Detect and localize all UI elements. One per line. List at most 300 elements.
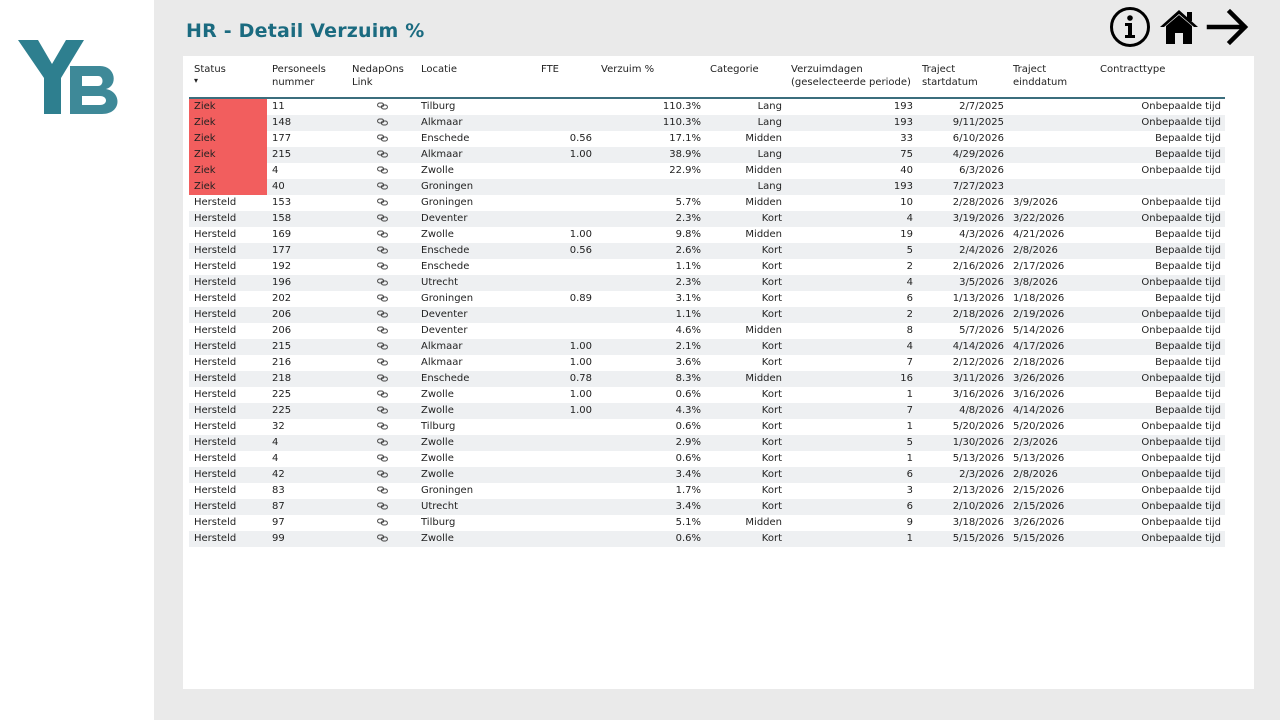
cell-verzuim: 4.3% [596, 403, 705, 419]
cell-nr: 87 [267, 499, 347, 515]
cell-dagen: 193 [786, 115, 917, 131]
cell-fte: 1.00 [536, 355, 596, 371]
table-row [189, 195, 1225, 211]
cell-dagen: 16 [786, 371, 917, 387]
cell-locatie: Alkmaar [416, 339, 536, 355]
cell-start: 2/3/2026 [917, 467, 1008, 483]
cell-nr: 153 [267, 195, 347, 211]
link-icon[interactable] [377, 422, 388, 430]
column-header-label: Locatie [421, 64, 457, 75]
link-icon[interactable] [377, 150, 388, 158]
link-icon[interactable] [377, 166, 388, 174]
cell-status: Hersteld [189, 531, 267, 547]
cell-dagen: 9 [786, 515, 917, 531]
cell-categorie: Kort [705, 291, 786, 307]
cell-verzuim: 3.4% [596, 467, 705, 483]
table-row [189, 323, 1225, 339]
link-icon[interactable] [377, 438, 388, 446]
cell-eind [1008, 147, 1095, 163]
column-header-link[interactable] [347, 56, 416, 98]
cell-verzuim: 0.6% [596, 387, 705, 403]
cell-eind: 5/14/2026 [1008, 323, 1095, 339]
cell-contract: Bepaalde tijd [1095, 291, 1225, 307]
cell-verzuim: 0.6% [596, 419, 705, 435]
cell-eind: 2/15/2026 [1008, 483, 1095, 499]
sort-desc-icon[interactable]: ▾ [194, 76, 199, 85]
info-icon[interactable] [1108, 4, 1153, 50]
column-header-nr[interactable] [267, 56, 347, 98]
cell-status: Hersteld [189, 467, 267, 483]
cell-verzuim: 2.3% [596, 211, 705, 227]
cell-verzuim: 0.6% [596, 531, 705, 547]
cell-locatie: Zwolle [416, 531, 536, 547]
cell-nr: 177 [267, 243, 347, 259]
cell-link [347, 451, 416, 467]
cell-dagen: 10 [786, 195, 917, 211]
column-header-eind[interactable] [1008, 56, 1095, 98]
column-header-locatie[interactable] [416, 56, 536, 98]
column-header-categorie[interactable] [705, 56, 786, 98]
column-header-label: Status [194, 64, 226, 75]
cell-eind: 1/18/2026 [1008, 291, 1095, 307]
cell-contract: Onbepaalde tijd [1095, 435, 1225, 451]
cell-fte [536, 435, 596, 451]
cell-start: 2/7/2025 [917, 98, 1008, 115]
cell-status: Hersteld [189, 515, 267, 531]
cell-verzuim: 3.1% [596, 291, 705, 307]
cell-start: 4/14/2026 [917, 339, 1008, 355]
table-row [189, 131, 1225, 147]
link-icon[interactable] [377, 358, 388, 366]
cell-start: 2/28/2026 [917, 195, 1008, 211]
cell-categorie: Kort [705, 211, 786, 227]
cell-contract: Bepaalde tijd [1095, 259, 1225, 275]
cell-start: 6/10/2026 [917, 131, 1008, 147]
cell-start: 3/11/2026 [917, 371, 1008, 387]
verzuim-table [189, 56, 1225, 547]
cell-eind: 3/26/2026 [1008, 371, 1095, 387]
cell-verzuim: 0.6% [596, 451, 705, 467]
yb-logo[interactable] [18, 36, 130, 118]
link-icon[interactable] [377, 134, 388, 142]
cell-link [347, 275, 416, 291]
cell-nr: 206 [267, 307, 347, 323]
table-row [189, 291, 1225, 307]
table-row [189, 451, 1225, 467]
cell-dagen: 4 [786, 275, 917, 291]
cell-status: Ziek [189, 98, 267, 115]
cell-start: 2/12/2026 [917, 355, 1008, 371]
cell-dagen: 6 [786, 499, 917, 515]
cell-eind: 3/26/2026 [1008, 515, 1095, 531]
cell-status: Hersteld [189, 227, 267, 243]
cell-link [347, 291, 416, 307]
cell-start: 1/30/2026 [917, 435, 1008, 451]
cell-link [347, 163, 416, 179]
cell-categorie: Kort [705, 499, 786, 515]
link-icon[interactable] [377, 182, 388, 190]
cell-link [347, 259, 416, 275]
cell-nr: 148 [267, 115, 347, 131]
cell-categorie: Kort [705, 259, 786, 275]
column-header-status[interactable] [189, 56, 267, 98]
cell-link [347, 467, 416, 483]
column-header-label-line2: nummer [272, 77, 315, 88]
link-icon[interactable] [377, 326, 388, 334]
link-icon[interactable] [377, 454, 388, 462]
cell-categorie: Kort [705, 419, 786, 435]
column-header-label-line2: startdatum [922, 77, 978, 88]
cell-link [347, 339, 416, 355]
cell-eind: 2/19/2026 [1008, 307, 1095, 323]
column-header-label: Traject [1013, 64, 1047, 75]
cell-fte [536, 467, 596, 483]
cell-dagen: 193 [786, 179, 917, 195]
link-icon[interactable] [377, 486, 388, 494]
table-row [189, 499, 1225, 515]
cell-contract: Bepaalde tijd [1095, 403, 1225, 419]
cell-start: 2/4/2026 [917, 243, 1008, 259]
cell-eind: 4/21/2026 [1008, 227, 1095, 243]
cell-contract: Onbepaalde tijd [1095, 115, 1225, 131]
cell-contract: Onbepaalde tijd [1095, 451, 1225, 467]
cell-locatie: Utrecht [416, 499, 536, 515]
cell-status: Hersteld [189, 435, 267, 451]
column-header-label: Verzuim % [601, 64, 655, 75]
cell-contract: Onbepaalde tijd [1095, 163, 1225, 179]
table-header [189, 56, 1225, 98]
sidebar [0, 0, 154, 720]
cell-fte [536, 179, 596, 195]
cell-locatie: Enschede [416, 371, 536, 387]
cell-verzuim: 22.9% [596, 163, 705, 179]
link-icon[interactable] [377, 470, 388, 478]
table-row [189, 531, 1225, 547]
cell-status: Hersteld [189, 323, 267, 339]
cell-dagen: 5 [786, 243, 917, 259]
cell-eind: 5/20/2026 [1008, 419, 1095, 435]
cell-nr: 11 [267, 98, 347, 115]
cell-categorie: Kort [705, 531, 786, 547]
cell-status: Hersteld [189, 307, 267, 323]
link-icon[interactable] [377, 502, 388, 510]
cell-nr: 216 [267, 355, 347, 371]
cell-link [347, 435, 416, 451]
cell-locatie: Zwolle [416, 387, 536, 403]
link-icon[interactable] [377, 198, 388, 206]
cell-locatie: Tilburg [416, 419, 536, 435]
cell-link [347, 131, 416, 147]
cell-start: 7/27/2023 [917, 179, 1008, 195]
link-icon[interactable] [377, 230, 388, 238]
cell-fte: 1.00 [536, 147, 596, 163]
cell-status: Hersteld [189, 259, 267, 275]
cell-dagen: 1 [786, 531, 917, 547]
cell-eind [1008, 131, 1095, 147]
cell-contract: Onbepaalde tijd [1095, 323, 1225, 339]
cell-eind: 3/16/2026 [1008, 387, 1095, 403]
cell-fte [536, 451, 596, 467]
link-icon[interactable] [377, 374, 388, 382]
cell-verzuim: 5.1% [596, 515, 705, 531]
cell-verzuim: 110.3% [596, 115, 705, 131]
cell-start: 6/3/2026 [917, 163, 1008, 179]
cell-link [347, 179, 416, 195]
cell-eind: 3/9/2026 [1008, 195, 1095, 211]
cell-nr: 215 [267, 339, 347, 355]
cell-verzuim: 2.1% [596, 339, 705, 355]
column-header-label-line2: Link [352, 77, 373, 88]
cell-contract: Bepaalde tijd [1095, 387, 1225, 403]
cell-eind: 5/13/2026 [1008, 451, 1095, 467]
cell-status: Hersteld [189, 211, 267, 227]
cell-status: Ziek [189, 179, 267, 195]
cell-fte: 1.00 [536, 403, 596, 419]
column-header-label: Verzuimdagen [791, 64, 863, 75]
cell-categorie: Kort [705, 307, 786, 323]
table-row [189, 227, 1225, 243]
cell-locatie: Alkmaar [416, 147, 536, 163]
cell-nr: 225 [267, 403, 347, 419]
cell-locatie: Deventer [416, 323, 536, 339]
cell-link [347, 227, 416, 243]
cell-status: Hersteld [189, 371, 267, 387]
column-header-label: FTE [541, 64, 560, 75]
cell-start: 2/13/2026 [917, 483, 1008, 499]
cell-verzuim: 110.3% [596, 98, 705, 115]
cell-verzuim: 8.3% [596, 371, 705, 387]
cell-contract: Onbepaalde tijd [1095, 419, 1225, 435]
cell-eind: 2/18/2026 [1008, 355, 1095, 371]
cell-categorie: Midden [705, 163, 786, 179]
cell-fte [536, 259, 596, 275]
table-row [189, 467, 1225, 483]
cell-start: 3/19/2026 [917, 211, 1008, 227]
cell-link [347, 307, 416, 323]
cell-start: 3/5/2026 [917, 275, 1008, 291]
table-row [189, 115, 1225, 131]
link-icon[interactable] [377, 262, 388, 270]
table-row [189, 275, 1225, 291]
table-row [189, 515, 1225, 531]
cell-link [347, 531, 416, 547]
cell-contract: Onbepaalde tijd [1095, 307, 1225, 323]
cell-link [347, 147, 416, 163]
cell-link [347, 355, 416, 371]
cell-locatie: Zwolle [416, 163, 536, 179]
page-title: HR - Detail Verzuim % [186, 20, 425, 42]
cell-dagen: 4 [786, 211, 917, 227]
cell-verzuim [596, 179, 705, 195]
column-header-fte[interactable] [536, 56, 596, 98]
cell-link [347, 515, 416, 531]
cell-categorie: Kort [705, 483, 786, 499]
cell-verzuim: 1.1% [596, 307, 705, 323]
cell-start: 5/7/2026 [917, 323, 1008, 339]
table-row [189, 435, 1225, 451]
cell-contract: Onbepaalde tijd [1095, 211, 1225, 227]
table-row [189, 98, 1225, 115]
cell-locatie: Zwolle [416, 467, 536, 483]
cell-locatie: Zwolle [416, 435, 536, 451]
cell-fte [536, 115, 596, 131]
column-header-label: NedapOns [352, 64, 404, 75]
link-icon[interactable] [377, 310, 388, 318]
cell-status: Ziek [189, 115, 267, 131]
cell-nr: 206 [267, 323, 347, 339]
cell-eind: 3/22/2026 [1008, 211, 1095, 227]
cell-status: Hersteld [189, 195, 267, 211]
table-row [189, 387, 1225, 403]
cell-nr: 32 [267, 419, 347, 435]
column-header-start[interactable] [917, 56, 1008, 98]
cell-status: Hersteld [189, 291, 267, 307]
cell-eind: 2/8/2026 [1008, 243, 1095, 259]
cell-locatie: Zwolle [416, 451, 536, 467]
cell-nr: 218 [267, 371, 347, 387]
cell-locatie: Deventer [416, 211, 536, 227]
cell-dagen: 75 [786, 147, 917, 163]
cell-dagen: 6 [786, 467, 917, 483]
link-icon[interactable] [377, 214, 388, 222]
cell-link [347, 323, 416, 339]
cell-contract: Onbepaalde tijd [1095, 531, 1225, 547]
link-icon[interactable] [377, 294, 388, 302]
link-icon[interactable] [377, 534, 388, 542]
cell-eind: 2/15/2026 [1008, 499, 1095, 515]
cell-start: 4/29/2026 [917, 147, 1008, 163]
cell-status: Hersteld [189, 275, 267, 291]
cell-eind: 3/8/2026 [1008, 275, 1095, 291]
cell-verzuim: 2.6% [596, 243, 705, 259]
cell-link [347, 419, 416, 435]
cell-eind [1008, 179, 1095, 195]
cell-start: 5/20/2026 [917, 419, 1008, 435]
cell-categorie: Midden [705, 195, 786, 211]
link-icon[interactable] [377, 246, 388, 254]
cell-verzuim: 38.9% [596, 147, 705, 163]
column-header-label-line2: (geselecteerde periode) [791, 77, 911, 88]
cell-locatie: Groningen [416, 195, 536, 211]
link-icon[interactable] [377, 278, 388, 286]
cell-verzuim: 3.6% [596, 355, 705, 371]
cell-nr: 4 [267, 451, 347, 467]
cell-status: Hersteld [189, 243, 267, 259]
link-icon[interactable] [377, 118, 388, 126]
link-icon[interactable] [377, 518, 388, 526]
cell-fte [536, 163, 596, 179]
arrow-right-icon[interactable] [1205, 4, 1250, 50]
cell-start: 4/8/2026 [917, 403, 1008, 419]
cell-dagen: 19 [786, 227, 917, 243]
cell-verzuim: 3.4% [596, 499, 705, 515]
cell-nr: 169 [267, 227, 347, 243]
table-row [189, 211, 1225, 227]
cell-fte [536, 515, 596, 531]
cell-locatie: Enschede [416, 243, 536, 259]
cell-fte: 0.56 [536, 131, 596, 147]
table-row [189, 355, 1225, 371]
link-icon[interactable] [377, 406, 388, 414]
cell-nr: 225 [267, 387, 347, 403]
cell-verzuim: 5.7% [596, 195, 705, 211]
column-header-dagen[interactable] [786, 56, 917, 98]
cell-link [347, 483, 416, 499]
cell-contract: Bepaalde tijd [1095, 131, 1225, 147]
cell-nr: 202 [267, 291, 347, 307]
cell-link [347, 499, 416, 515]
cell-contract: Onbepaalde tijd [1095, 467, 1225, 483]
cell-categorie: Kort [705, 275, 786, 291]
cell-contract: Onbepaalde tijd [1095, 275, 1225, 291]
cell-status: Ziek [189, 131, 267, 147]
cell-nr: 4 [267, 435, 347, 451]
link-icon[interactable] [377, 342, 388, 350]
cell-locatie: Zwolle [416, 227, 536, 243]
cell-nr: 196 [267, 275, 347, 291]
cell-dagen: 4 [786, 339, 917, 355]
cell-locatie: Groningen [416, 179, 536, 195]
cell-verzuim: 2.9% [596, 435, 705, 451]
cell-status: Hersteld [189, 355, 267, 371]
column-header-label: Contracttype [1100, 64, 1166, 75]
cell-locatie: Alkmaar [416, 355, 536, 371]
cell-link [347, 387, 416, 403]
link-icon[interactable] [377, 102, 388, 110]
cell-categorie: Kort [705, 243, 786, 259]
cell-status: Ziek [189, 147, 267, 163]
cell-nr: 215 [267, 147, 347, 163]
cell-locatie: Enschede [416, 259, 536, 275]
cell-fte [536, 483, 596, 499]
cell-categorie: Lang [705, 98, 786, 115]
cell-verzuim: 1.1% [596, 259, 705, 275]
column-header-label: Traject [922, 64, 956, 75]
cell-categorie: Kort [705, 435, 786, 451]
link-icon[interactable] [377, 390, 388, 398]
cell-fte [536, 211, 596, 227]
cell-start: 2/16/2026 [917, 259, 1008, 275]
cell-status: Hersteld [189, 403, 267, 419]
cell-verzuim: 1.7% [596, 483, 705, 499]
cell-contract: Bepaalde tijd [1095, 339, 1225, 355]
cell-categorie: Midden [705, 131, 786, 147]
column-header-contract[interactable] [1095, 56, 1225, 98]
column-header-label: Personeels [272, 64, 326, 75]
cell-locatie: Groningen [416, 291, 536, 307]
cell-dagen: 1 [786, 419, 917, 435]
cell-categorie: Kort [705, 403, 786, 419]
cell-verzuim: 9.8% [596, 227, 705, 243]
cell-contract: Bepaalde tijd [1095, 227, 1225, 243]
cell-eind: 4/14/2026 [1008, 403, 1095, 419]
cell-dagen: 3 [786, 483, 917, 499]
table-row [189, 147, 1225, 163]
column-header-verzuim[interactable] [596, 56, 705, 98]
cell-fte [536, 275, 596, 291]
cell-categorie: Kort [705, 355, 786, 371]
table-row [189, 483, 1225, 499]
cell-link [347, 371, 416, 387]
cell-nr: 42 [267, 467, 347, 483]
cell-fte: 0.78 [536, 371, 596, 387]
cell-dagen: 2 [786, 259, 917, 275]
cell-status: Hersteld [189, 339, 267, 355]
home-icon[interactable] [1157, 4, 1202, 50]
cell-start: 2/10/2026 [917, 499, 1008, 515]
cell-categorie: Midden [705, 371, 786, 387]
cell-fte [536, 98, 596, 115]
